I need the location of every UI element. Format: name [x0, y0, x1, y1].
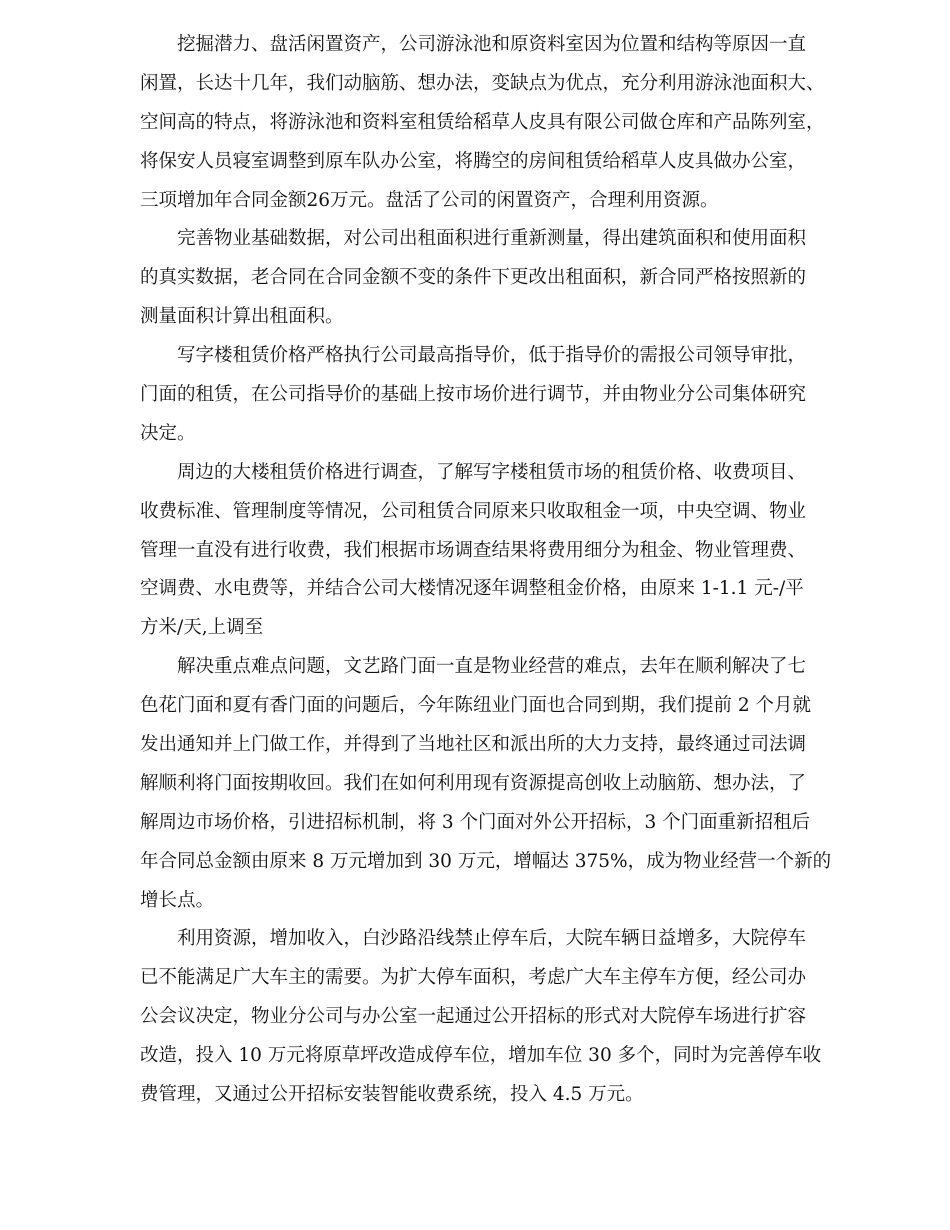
paragraph-line: 方米/天,上调至 — [140, 617, 264, 639]
paragraph-line: 门面的租赁，在公司指导价的基础上按市场价进行调节，并由物业分公司集体研究 — [140, 384, 807, 406]
paragraph-line: 周边的大楼租赁价格进行调查，了解写字楼租赁市场的租赁价格、收费项目、 — [177, 461, 807, 483]
paragraph-line: 将保安人员寝室调整到原车队办公室，将腾空的房间租赁给稻草人皮具做办公室， — [140, 150, 807, 172]
paragraph-line: 解顺利将门面按期收回。我们在如何利用现有资源提高创收上动脑筋、想办法，了 — [140, 772, 807, 794]
paragraph-line: 管理一直没有进行收费，我们根据市场调查结果将费用细分为租金、物业管理费、 — [140, 539, 807, 561]
paragraph-line: 挖掘潜力、盘活闲置资产，公司游泳池和原资料室因为位置和结构等原因一直 — [177, 34, 807, 55]
paragraph-line: 利用资源，增加收入，白沙路沿线禁止停车后，大院车辆日益增多，大院停车 — [177, 928, 807, 950]
paragraph-line: 三项增加年合同金额26万元。盘活了公司的闲置资产，合理利用资源。 — [140, 189, 719, 211]
paragraph-line: 改造，投入 10 万元将原草坪改造成停车位，增加车位 30 多个，同时为完善停车收 — [140, 1045, 822, 1067]
paragraph-5 — [140, 648, 840, 920]
document-body — [140, 26, 840, 1115]
paragraph-line: 解决重点难点问题，文艺路门面一直是物业经营的难点，去年在顺利解决了七 — [177, 656, 807, 678]
paragraph-line: 空间高的特点，将游泳池和资料室租赁给稻草人皮具有限公司做仓库和产品陈列室， — [140, 111, 825, 133]
paragraph-2 — [140, 220, 840, 337]
paragraph-line: 发出通知并上门做工作，并得到了当地社区和派出所的大力支持，最终通过司法调 — [140, 734, 807, 756]
paragraph-line: 决定。 — [140, 422, 196, 444]
paragraph-3 — [140, 337, 840, 454]
paragraph-line: 写字楼租赁价格严格执行公司最高指导价，低于指导价的需报公司领导审批， — [177, 345, 807, 367]
paragraph-line: 空调费、水电费等，并结合公司大楼情况逐年调整租金价格，由原来 1-1.1 元-/平 — [140, 578, 804, 600]
paragraph-line: 色花门面和夏有香门面的问题后，今年陈纽业门面也合同到期，我们提前 2 个月就 — [140, 695, 812, 717]
paragraph-line: 收费标准、管理制度等情况，公司租赁合同原来只收取租金一项，中央空调、物业 — [140, 500, 807, 522]
paragraph-line: 解周边市场价格，引进招标机制，将 3 个门面对外公开招标，3 个门面重新招租后 — [140, 811, 811, 833]
paragraph-4 — [140, 454, 840, 648]
paragraph-6 — [140, 920, 840, 1114]
paragraph-line: 的真实数据，老合同在合同金额不变的条件下更改出租面积，新合同严格按照新的 — [140, 267, 807, 289]
paragraph-line: 年合同总金额由原来 8 万元增加到 30 万元，增幅达 375%，成为物业经营一个新的 — [140, 850, 832, 872]
paragraph-line: 完善物业基础数据，对公司出租面积进行重新测量，得出建筑面积和使用面积 — [177, 228, 807, 250]
paragraph-line: 增长点。 — [140, 889, 215, 911]
paragraph-line: 测量面积计算出租面积。 — [140, 306, 344, 328]
paragraph-1 — [140, 26, 840, 220]
paragraph-line: 公会议决定，物业分公司与办公室一起通过公开招标的形式对大院停车场进行扩容 — [140, 1006, 807, 1028]
paragraph-line: 已不能满足广大车主的需要。为扩大停车面积，考虑广大车主停车方便，经公司办 — [140, 967, 807, 989]
paragraph-line: 费管理，又通过公开招标安装智能收费系统，投入 4.5 万元。 — [140, 1084, 644, 1106]
paragraph-line: 闲置，长达十几年，我们动脑筋、想办法，变缺点为优点，充分利用游泳池面积大、 — [140, 72, 825, 94]
